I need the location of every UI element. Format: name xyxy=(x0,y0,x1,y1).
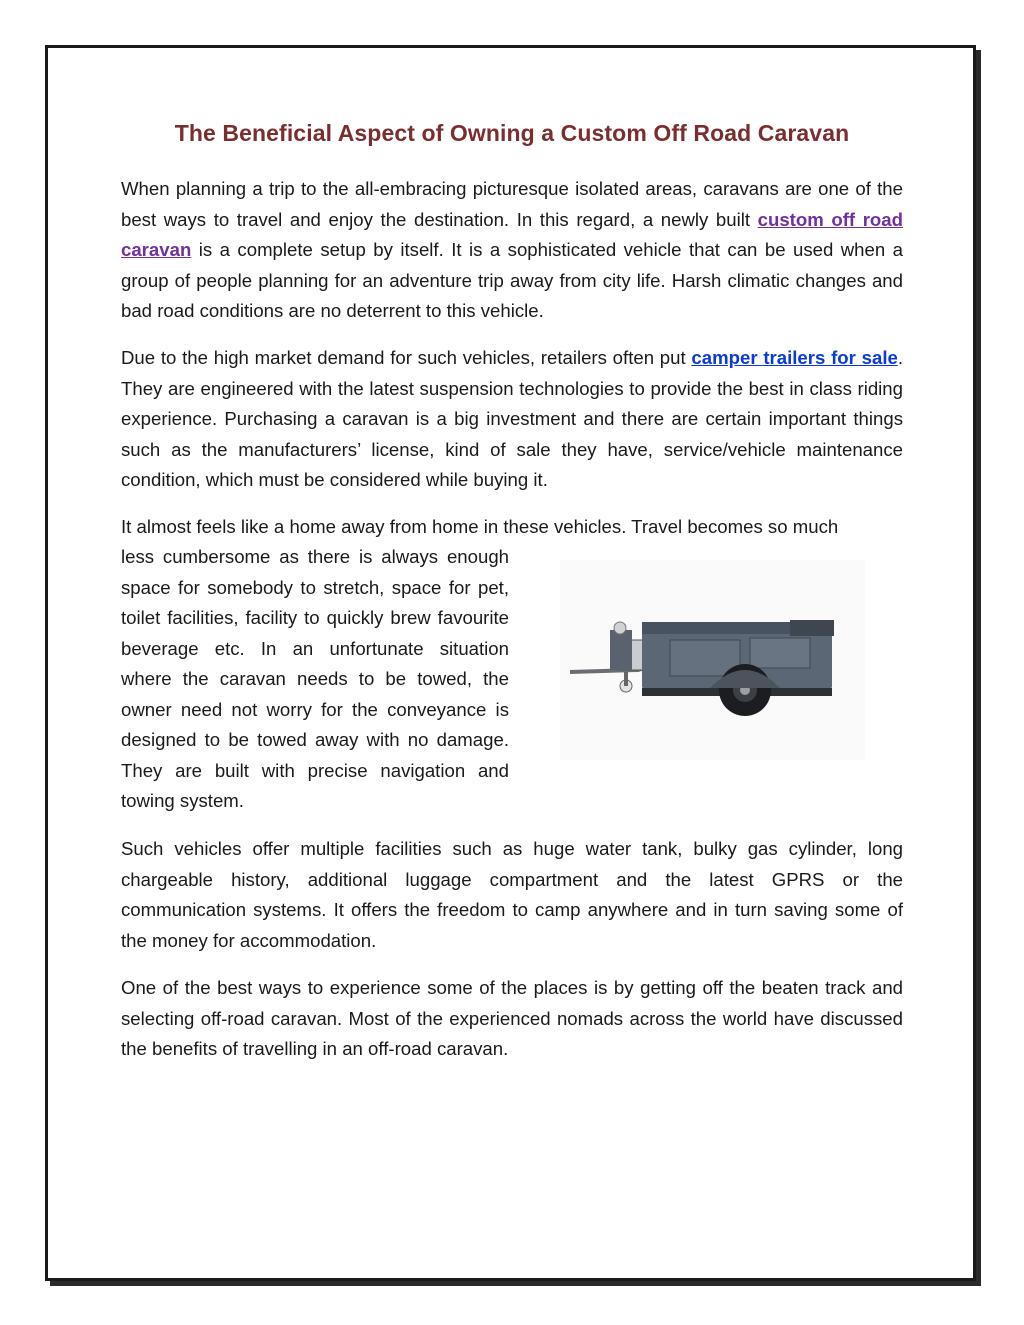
paragraph-1-text-before: When planning a trip to the all-embracing picturesque isolated areas, caravans are one of the best ways to travel and enjoy the destination. In this regard, a newly built xyxy=(121,178,903,230)
paragraph-3-wrapped-text: less cumbersome as there is always enough space for somebody to stretch, space for pet, toilet facilities, facility to quickly brew favourite beverage etc. In an unfortunate situation where the caravan needs to be towed, the owner need not worry for the conveyance is designed to be towed away with no damage. They are built with precise navigation and towing system. xyxy=(121,546,509,811)
page-title: The Beneficial Aspect of Owning a Custom Off Road Caravan xyxy=(174,120,850,146)
paragraph-3-first-line: It almost feels like a home away from home in these vehicles. Travel becomes so much xyxy=(121,516,839,537)
paragraph-1 xyxy=(121,174,903,327)
paragraph-1-text-after: is a complete setup by itself. It is a sophisticated vehicle that can be used when a group of people planning for an adventure trip away from city life. Harsh climatic changes and bad road conditions are no deterrent to this vehicle. xyxy=(121,239,903,321)
paragraph-4: Such vehicles offer multiple facilities such as huge water tank, bulky gas cylinder, long chargeable history, additional luggage compartment and the latest GPRS or the communication systems. It offers the freedom to camp anywhere and in turn saving some of the money for accommodation. xyxy=(121,838,903,951)
camper-trailers-for-sale-link[interactable]: camper trailers for sale xyxy=(691,347,898,368)
paragraph-2 xyxy=(121,343,903,496)
paragraph-2-text-after: . They are engineered with the latest suspension technologies to provide the best in class riding experience. Purchasing a caravan is a big investment and there are certain important things such as the manufacturers’ license, kind of sale they have, service/vehicle maintenance condition, which must be considered while buying it. xyxy=(121,347,903,490)
custom-off-road-caravan-link[interactable]: custom off road caravan xyxy=(121,208,903,260)
paragraph-5: One of the best ways to experience some of the places is by getting off the beaten track and selecting off-road caravan. Most of the experienced nomads across the world have discussed the benefits of travelling in an off-road caravan. xyxy=(121,977,903,1059)
paragraph-2-text-before: Due to the high market demand for such vehicles, retailers often put xyxy=(121,347,692,368)
camper-trailer-image xyxy=(560,560,865,760)
